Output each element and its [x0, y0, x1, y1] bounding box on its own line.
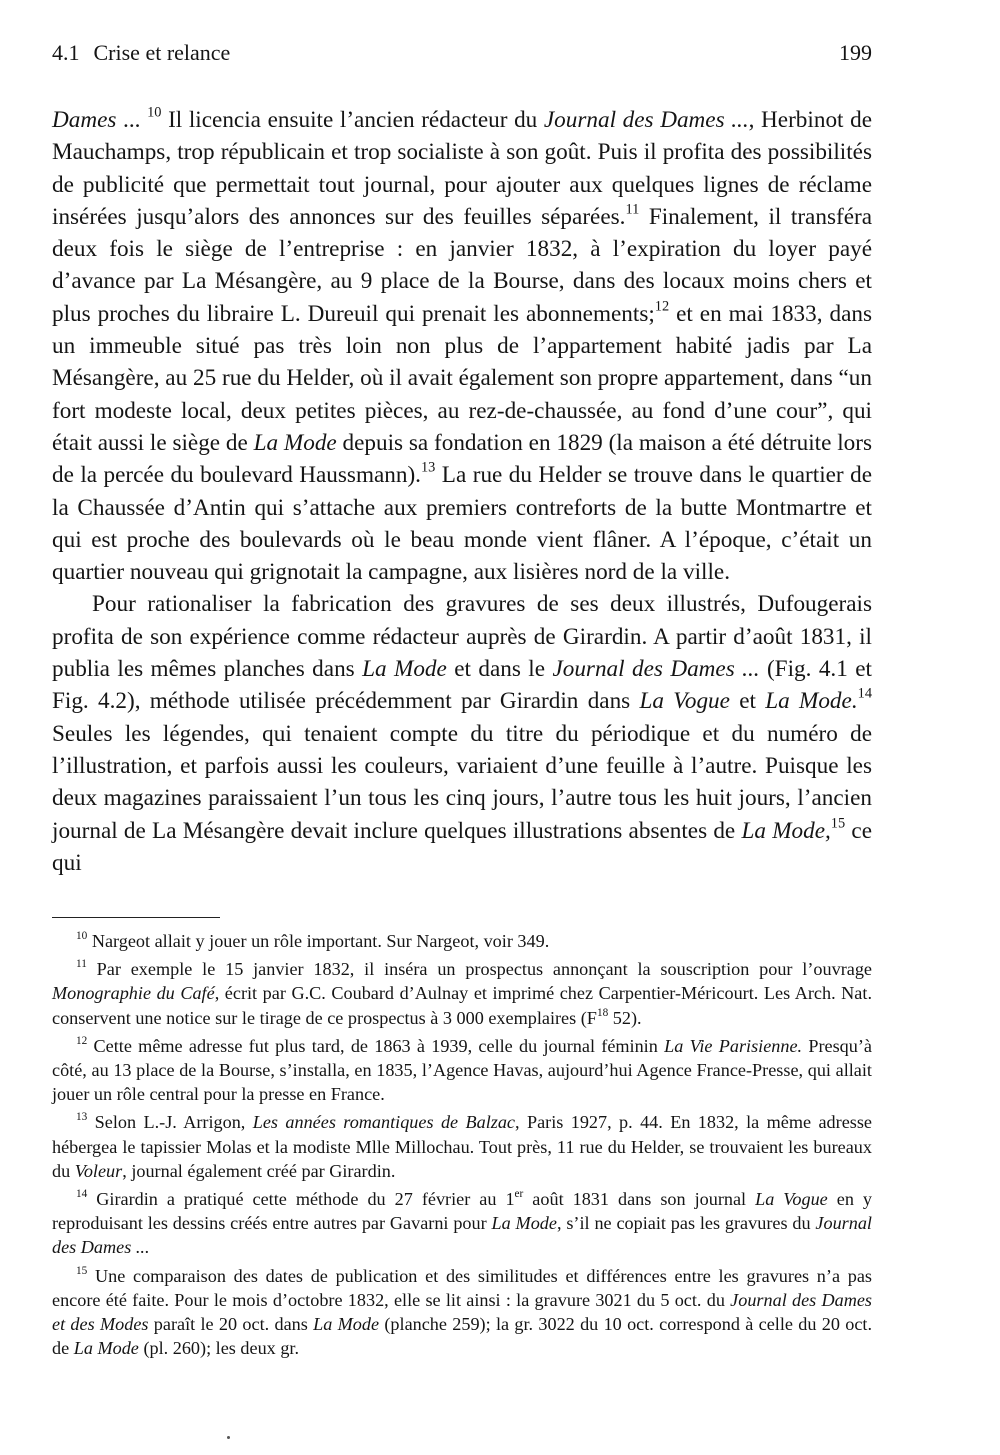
journal-title: La Vogue	[755, 1189, 828, 1210]
footnote-number: 15	[76, 1264, 88, 1277]
text-run: août 1831 dans son journal	[523, 1189, 756, 1210]
footnotes	[52, 929, 872, 1364]
journal-title: La Mode	[313, 1314, 380, 1335]
footnote-number: 12	[76, 1034, 88, 1047]
stray-mark	[227, 1436, 230, 1439]
journal-title: Journal des Dames ...	[543, 107, 749, 133]
journal-title: Journal des Dames et des Modes	[52, 1289, 873, 1335]
text-run: Selon L.-J. Arrigon,	[87, 1112, 253, 1133]
text-run: Une comparaison des dates de publication et des similitudes et différences entre les gravures n’a pas encore été faite. Pour le mois d’octobre 1832, elle se lit ainsi : la gravure 3021 du 5 oct. du	[52, 1265, 872, 1310]
text-run: , Herbinot de Mauchamps, trop républicain et trop socialiste à son goût. Puis il profita des possibilités de publicité que permettait tout journal, pour ajouter aux quelques lignes de réclame insérées jusqu’alors des annonces sur des feuilles séparées.	[52, 107, 872, 230]
paragraph-1	[52, 104, 872, 588]
ordinal-superscript: er	[514, 1187, 524, 1200]
text-run: (planche 259); la gr. 3022 du 10 oct. correspond à celle du 20 oct. de	[52, 1314, 872, 1359]
footnote-ref-14: 14	[857, 686, 872, 702]
footnote-number: 13	[76, 1111, 88, 1124]
text-run: (pl. 260); les deux gr.	[138, 1338, 300, 1359]
paragraph-2	[52, 588, 872, 879]
running-header-section	[52, 40, 230, 66]
text-run: Il licencia ensuite l’ancien rédacteur du	[161, 107, 544, 133]
text-run: ce qui	[52, 817, 872, 876]
running-header	[52, 40, 872, 66]
section-title: Crise et relance	[93, 40, 231, 65]
text-run: paraît le 20 oct. dans	[148, 1314, 314, 1335]
text-run: depuis sa fondation en 1829 (la maison a été détruite lors de la percée du boulevard Haussmann).	[52, 429, 872, 489]
journal-title: La Vogue	[639, 688, 730, 715]
journal-title: Journal des Dames ...	[552, 656, 760, 683]
journal-title: La Mode	[491, 1213, 557, 1234]
footnote-11	[52, 957, 872, 1030]
footnote-ref-15: 15	[830, 815, 846, 832]
journal-title: La Mode	[362, 656, 447, 683]
text-run: Nargeot allait y jouer un rôle important. Sur Nargeot, voir 349.	[87, 931, 550, 951]
footnote-ref-10: 10	[147, 104, 162, 121]
archive-series-superscript: 18	[596, 1006, 609, 1019]
text-run: , écrit par G.C. Coubard d’Aulnay et imprimé chez Carpentier-Méricourt. Les Arch. Nat. conservent une notice sur le tirage de ce prospectus à 3 000 exemplaires (F	[52, 983, 872, 1028]
footnote-13	[52, 1110, 872, 1183]
text-run: en y reproduisant les dessins créés entre autres par Gavarni pour	[52, 1189, 873, 1234]
journal-title: La Mode,	[741, 817, 831, 844]
text-run: Presqu’à côté, au 13 place de la Bourse, s’installa, en 1835, l’Agence Havas, aujourd’hui Agence France-Presse, qui allait jouer un rôle central pour la presse en France.	[52, 1035, 872, 1105]
journal-title: La Mode	[73, 1338, 139, 1359]
footnote-ref-12: 12	[654, 298, 670, 315]
footnote-ref-11: 11	[625, 201, 640, 218]
footnote-12	[52, 1034, 872, 1107]
footnote-number: 14	[76, 1187, 88, 1200]
text-run: et dans le	[446, 656, 553, 683]
section-number: 4.1	[52, 40, 80, 65]
footnote-divider	[52, 917, 220, 918]
text-run: , s’il ne copiait pas les gravures du	[556, 1213, 816, 1234]
footnote-14	[52, 1187, 872, 1260]
footnote-10	[52, 929, 872, 953]
text-run: 52).	[608, 1007, 642, 1028]
text-run: La rue du Helder se trouve dans le quartier de la Chaussée d’Antin qui s’attache aux premiers contreforts de la butte Montmartre et qui est proche des boulevards où le beau monde vient flâner. A l’époque, c’était un quartier nouveau qui grignotait la campagne, aux lisières nord de la ville.	[52, 462, 872, 586]
journal-title: Dames	[52, 107, 117, 133]
text-run: , journal également créé par Girardin.	[122, 1160, 396, 1181]
journal-title: La Mode.	[765, 688, 858, 715]
text-run: Girardin a pratiqué cette méthode du 27 février au 1	[87, 1189, 515, 1210]
text-run: , Paris 1927, p. 44. En 1832, la même adresse hébergea le tapissier Molas et la modiste Mlle Millochau. Tout près, 11 rue du Helder, se trouvaient les bureaux du	[52, 1112, 872, 1181]
text-run: Finalement, il transféra deux fois le siège de l’entreprise : en janvier 1832, à l’expiration du loyer payé d’avance par La Mésangère, au 9 place de la Bourse, dans des locaux moins chers et plus proches du libraire L. Dureuil qui prenait les abonnements;	[52, 203, 872, 327]
text-run: (Fig. 4.1 et Fig. 4.2), méthode utilisée précédemment par Girardin dans	[52, 656, 872, 715]
text-run: Pour rationaliser la fabrication des gravures de ses deux illustrés, Dufougerais profita de son expérience comme rédacteur auprès de Girardin. A partir d’août 1831, il publia les mêmes planches dans	[52, 591, 872, 683]
work-title: Monographie du Café	[52, 983, 215, 1004]
text-run: ...	[116, 107, 148, 133]
text-run: Seules les légendes, qui tenaient compte du titre du périodique et du numéro de l’illustration, et parfois aussi les couleurs, variaient d’une feuille à l’autre. Puisque les deux magazines paraissaient l’un tous les cinq jours, l’autre tous les huit jours, l’ancien journal de La Mésangère devait inclure quelques illustrations absentes de	[52, 720, 872, 844]
footnote-number: 11	[76, 958, 87, 971]
work-title: Les années romantiques de Balzac	[252, 1112, 516, 1133]
journal-title: La Mode	[253, 429, 337, 456]
text-run: et	[729, 688, 766, 715]
text-run: et en mai 1833, dans un immeuble situé pas très loin non plus de l’appartement habité jadis par La Mésangère, au 25 rue du Helder, où il avait également son propre appartement, dans “un fort modeste local, deux petites pièces, au rez-de-chaussée, au fond d’une cour”, qui était aussi le siège de	[52, 300, 872, 456]
footnote-ref-13: 13	[420, 459, 436, 476]
page-number: 199	[839, 40, 872, 65]
main-text	[52, 104, 872, 879]
journal-title: Journal des Dames ...	[52, 1213, 872, 1258]
footnote-number: 10	[76, 929, 88, 942]
footnote-15	[52, 1264, 872, 1361]
journal-title: Voleur	[74, 1160, 123, 1181]
journal-title: La Vie Parisienne.	[664, 1035, 803, 1056]
text-run: Cette même adresse fut plus tard, de 1863 à 1939, celle du journal féminin	[87, 1035, 665, 1056]
text-run: Par exemple le 15 janvier 1832, il inséra un prospectus annonçant la souscription pour l’ouvrage	[86, 959, 872, 980]
